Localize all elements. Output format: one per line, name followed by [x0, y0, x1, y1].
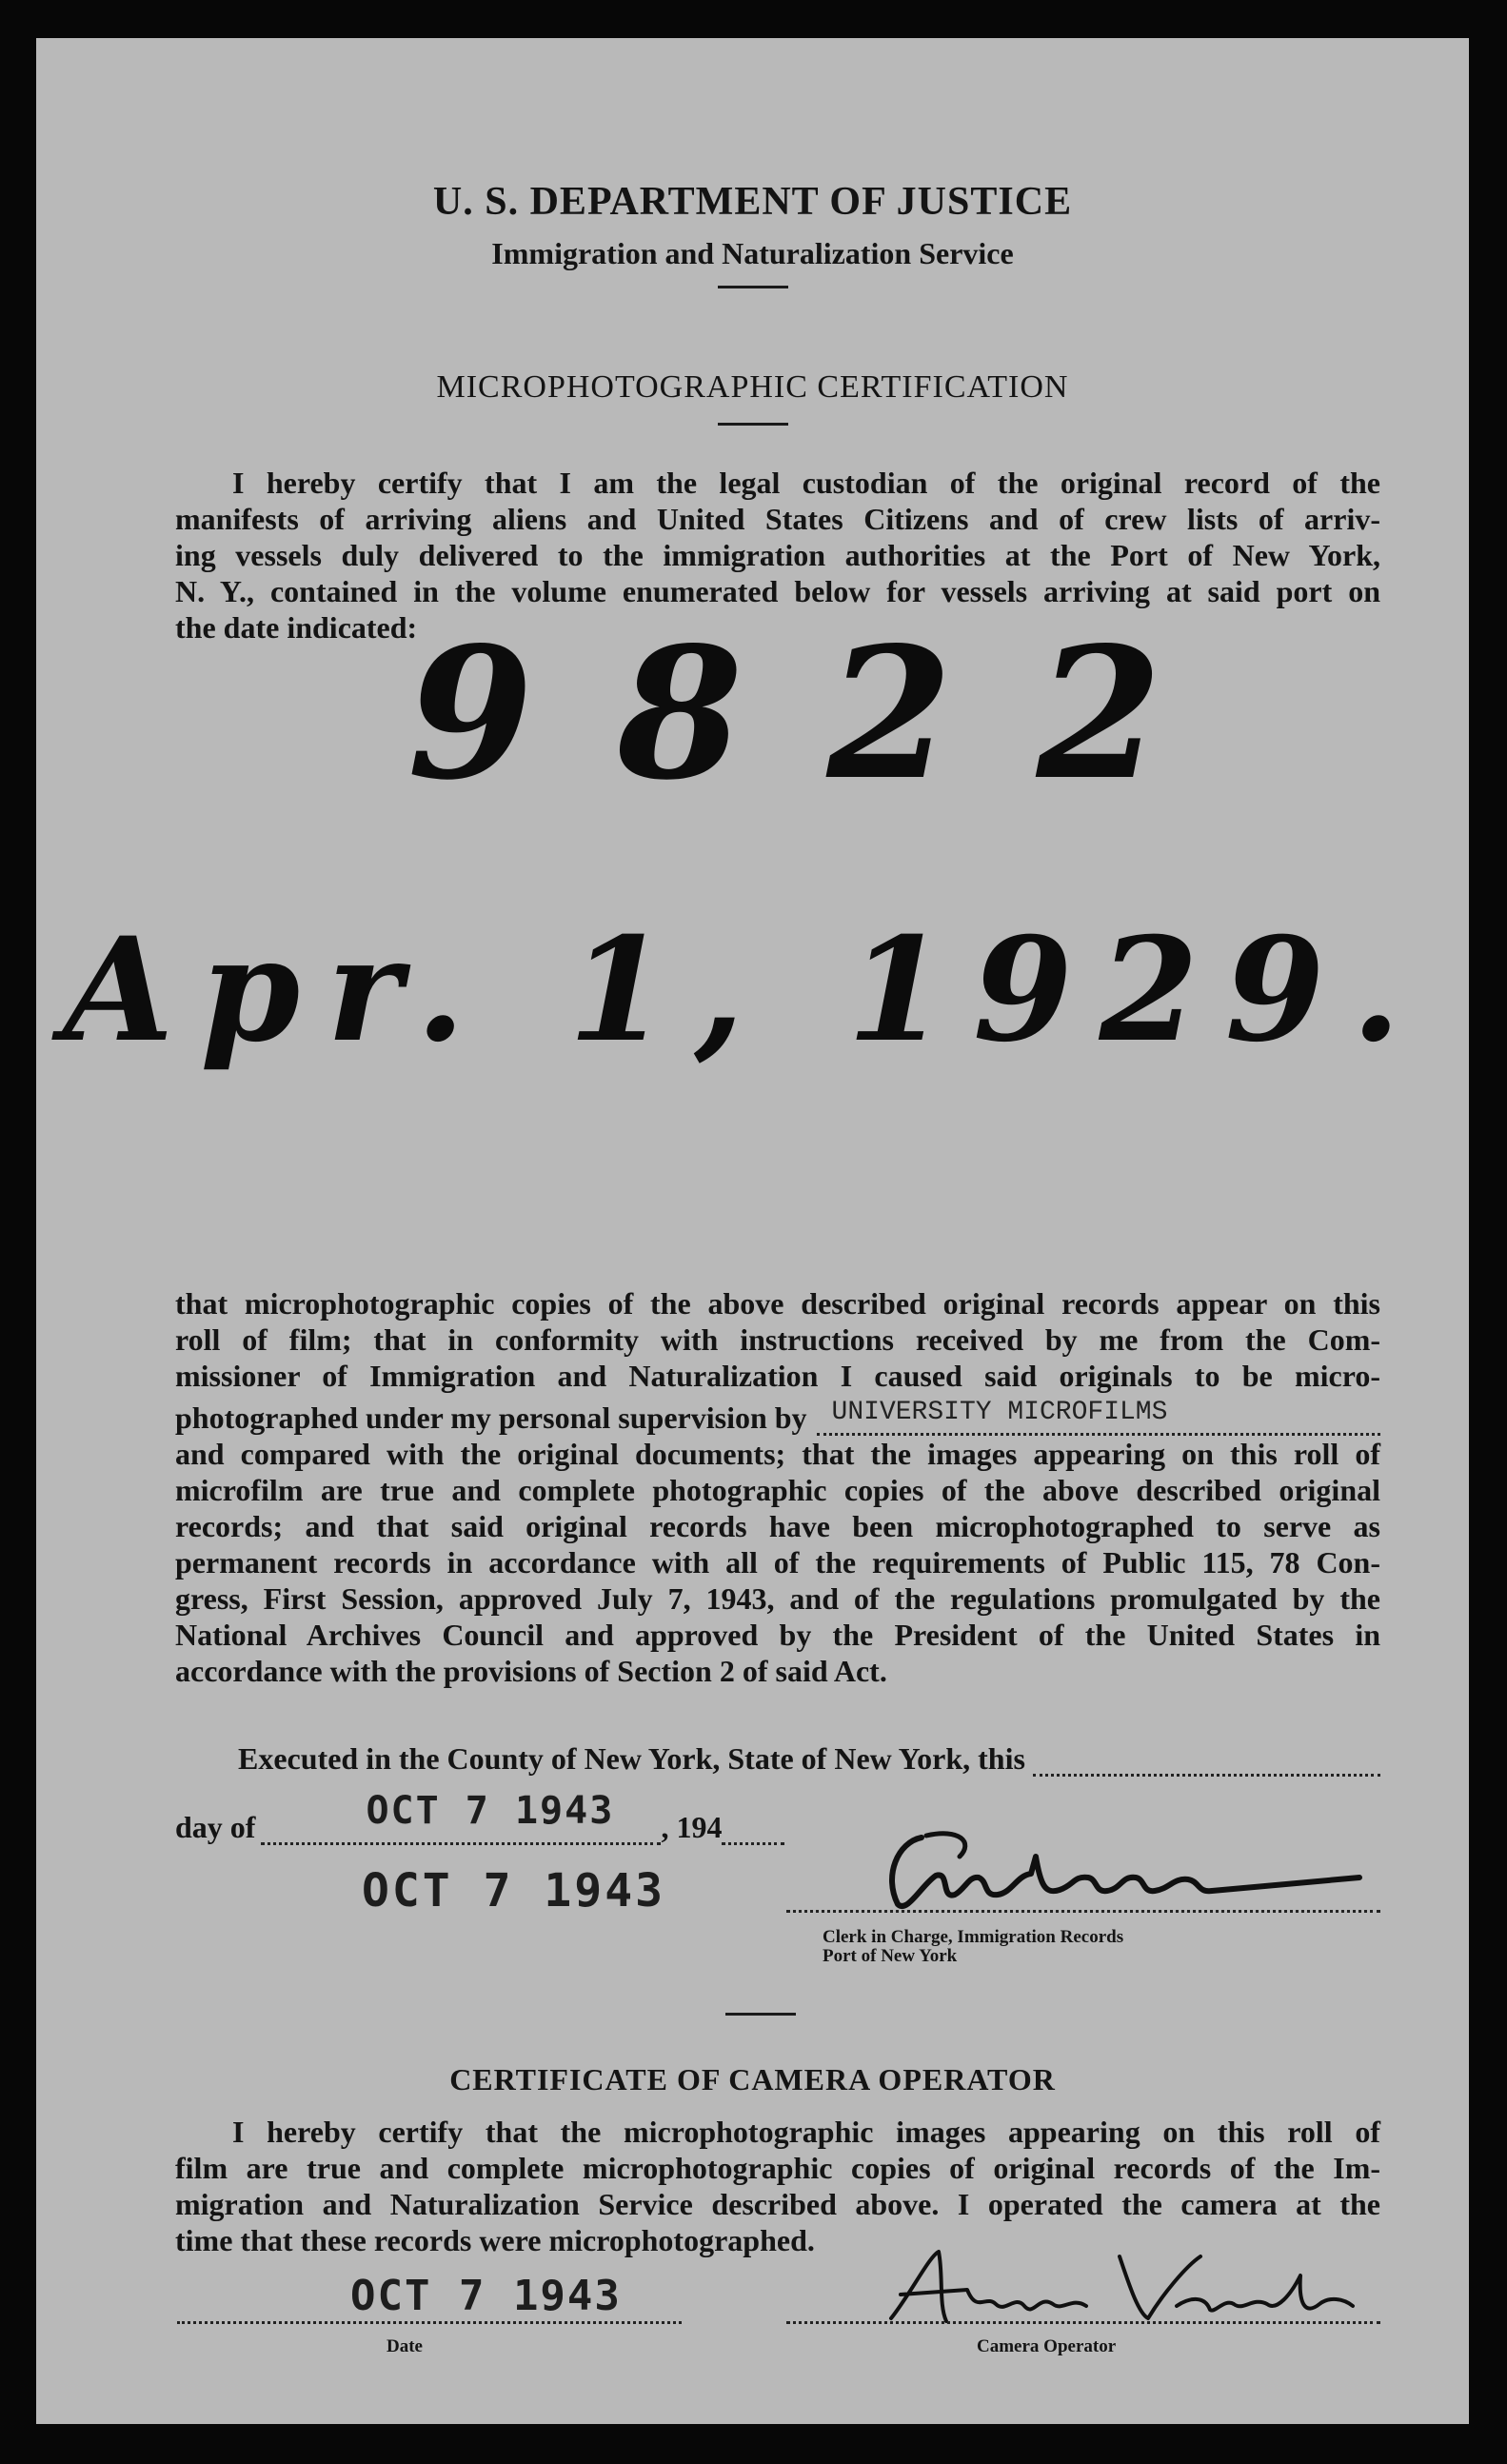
camera-operator-signature [834, 2237, 1367, 2333]
text-line: the date indicated: [175, 610, 418, 645]
divider [718, 286, 788, 288]
text-line: permanent records in accordance with all of the requirements of Public 115, 78 Con- [175, 1545, 1380, 1580]
camera-date-stamp: OCT 7 1943 [350, 2272, 622, 2320]
text-line: microfilm are true and complete photographic copies of the above described original [175, 1473, 1380, 1507]
text-line: I hereby certify that the microphotographic images appearing on this roll of [232, 2115, 1380, 2149]
text-line: missioner of Immigration and Naturalization I caused said originals to be micro- [175, 1359, 1380, 1393]
year-field [722, 1821, 784, 1845]
text-line: that microphotographic copies of the above described original records appear on this [175, 1286, 1380, 1321]
divider [718, 423, 788, 426]
microfilm-company-field [817, 1398, 1380, 1436]
text-line: manifests of arriving aliens and United States Citizens and of crew lists of arriv- [175, 502, 1380, 536]
divider [725, 2013, 796, 2016]
service-subheading: Immigration and Naturalization Service [491, 236, 1014, 270]
handwritten-volume-number: 9822 [407, 607, 1246, 820]
supervision-line [175, 1394, 1380, 1436]
date-stamp: OCT 7 1943 [366, 1789, 615, 1833]
year-label: , 194 [661, 1810, 723, 1844]
text-line: time that these records were microphotographed. [175, 2223, 815, 2257]
text-line: I hereby certify that I am the legal custodian of the original record of the [232, 466, 1380, 500]
day-of-line [175, 1789, 842, 1845]
text-line: roll of film; that in conformity with instructions received by me from the Com- [175, 1322, 1380, 1357]
clerk-signature [845, 1818, 1378, 1923]
text-line: film are true and complete microphotographic copies of original records of the Im- [175, 2151, 1380, 2185]
text-line: and compared with the original documents; that the images appearing on this roll of [175, 1437, 1380, 1471]
text-line: gress, First Session, approved July 7, 1943, and of the regulations promulgated by the [175, 1581, 1380, 1616]
text-line: National Archives Council and approved by the President of the United States in [175, 1618, 1380, 1652]
camera-operator-title: CERTIFICATE OF CAMERA OPERATOR [449, 2062, 1056, 2096]
day-of-label: day of [175, 1810, 256, 1844]
camera-operator-signature-line [786, 2321, 1380, 2324]
body-paragraph [175, 1285, 1380, 1689]
agency-heading: U. S. DEPARTMENT OF JUSTICE [432, 180, 1073, 224]
date-label: Date [387, 2336, 423, 2356]
second-date-stamp: OCT 7 1943 [362, 1864, 665, 1918]
text-line: photographed under my personal supervision by [175, 1401, 807, 1435]
camera-operator-label: Camera Operator [977, 2336, 1117, 2356]
clerk-location: Port of New York [823, 1946, 958, 1966]
certificate-page [36, 38, 1469, 2424]
text-line: N. Y., contained in the volume enumerated below for vessels arriving at said port on [175, 574, 1380, 608]
executed-text: Executed in the County of New York, State of New York, this [238, 1741, 1025, 1776]
executed-line [238, 1740, 1380, 1777]
clerk-signature-line [786, 1910, 1380, 1913]
text-line: migration and Naturalization Service described above. I operated the camera at the [175, 2187, 1380, 2221]
certification-title: MICROPHOTOGRAPHIC CERTIFICATION [436, 369, 1069, 405]
day-of-field [261, 1789, 661, 1845]
text-line: accordance with the provisions of Section 2 of said Act. [175, 1654, 887, 1688]
microfilm-company: UNIVERSITY MICROFILMS [831, 1398, 1168, 1427]
handwritten-arrival-date: Apr. 1, 1929. [63, 906, 1428, 1074]
clerk-title: Clerk in Charge, Immigration Records [823, 1927, 1124, 1947]
executed-day-field [1033, 1753, 1380, 1777]
date-field [177, 2321, 682, 2324]
text-line: ing vessels duly delivered to the immigration authorities at the Port of New York, [175, 538, 1380, 572]
text-line: records; and that said original records have been microphotographed to serve as [175, 1509, 1380, 1543]
